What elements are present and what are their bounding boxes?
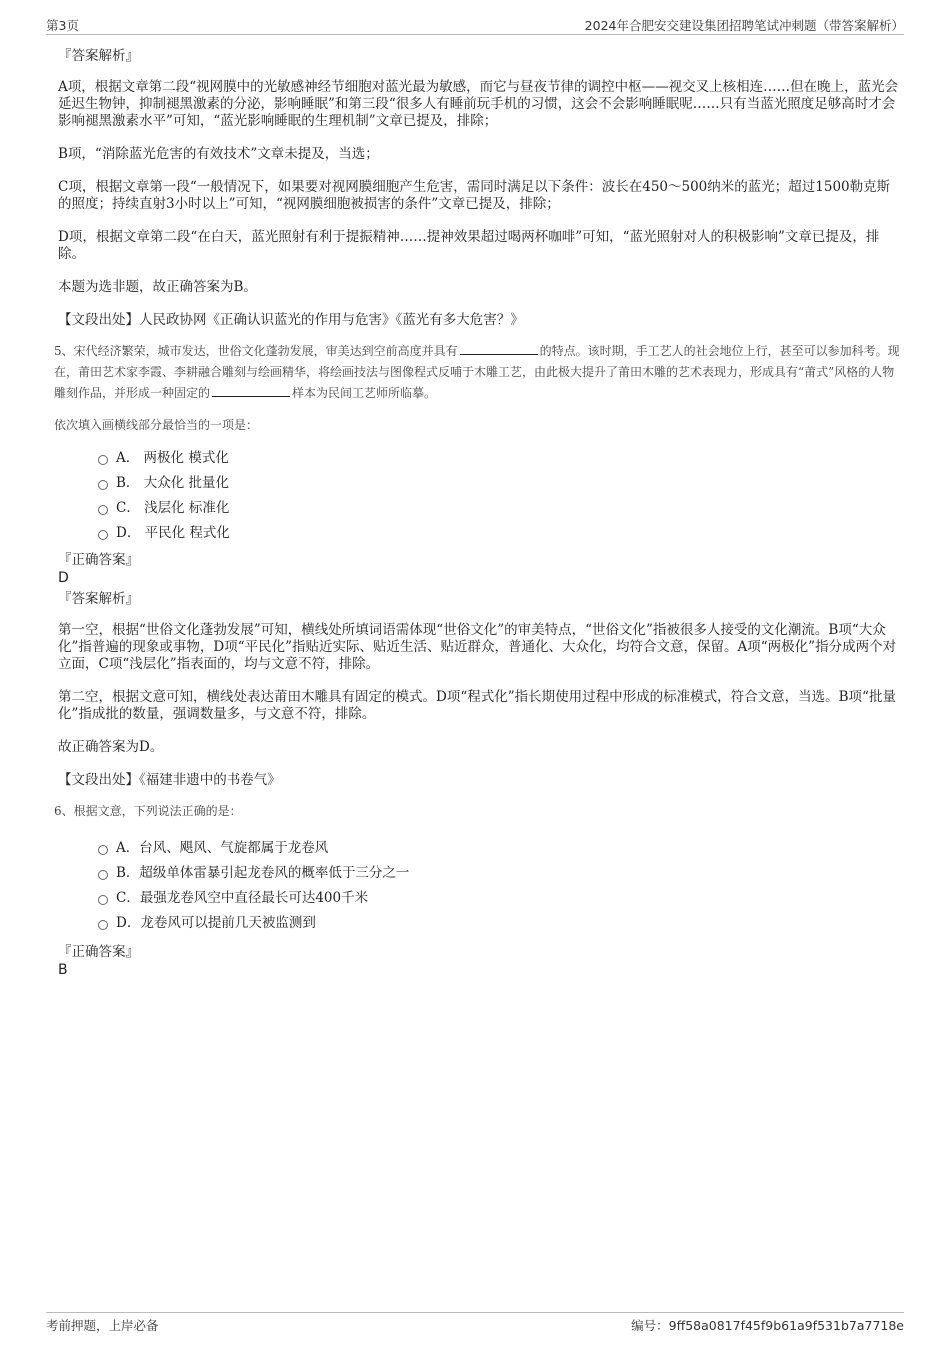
analysis-label: 『答案解析』: [58, 48, 139, 64]
analysis-paragraph-a: A项，根据文章第二段“视网膜中的光敏感神经节细胞对蓝光最为敏感，而它与昼夜节律的调控中枢——视交叉上核相连……但在晚上，蓝光会延迟生物钟，抑制褪黑激素的分泌，影响睡眠”和第三段“很多人有睡前玩手机的习惯，这会不会影响睡眠呢……只有当蓝光照度足够高时才会影响褪黑激素水平”可知，“蓝光影响睡眠的生理机制”文章已提及，排除；: [58, 79, 899, 129]
correct-answer-label: 『正确答案』: [58, 552, 139, 568]
analysis-conclusion: 故正确答案为D。: [58, 739, 164, 755]
correct-answer-label: 『正确答案』: [58, 944, 139, 960]
document-title: 2024年合肥安交建设集团招聘笔试冲刺题（带答案解析）: [584, 18, 904, 33]
question-5-stem: [54, 341, 900, 404]
source-citation: 【文段出处】《福建非遗中的书卷气》: [58, 772, 281, 788]
analysis-paragraph-d: D项，根据文章第二段“在白天，蓝光照射有利于提振精神……提神效果超过喝两杯咖啡”可知，“蓝光照射对人的积极影响”文章已提及，排除。: [58, 229, 880, 262]
correct-answer: B: [58, 962, 68, 978]
correct-answer: D: [58, 570, 69, 586]
option-c[interactable]: C．最强龙卷风空中直径最长可达400千米: [58, 886, 900, 911]
radio-icon[interactable]: [98, 895, 108, 905]
radio-icon[interactable]: [98, 505, 108, 515]
page-content: [54, 46, 900, 979]
page-header: [46, 14, 904, 35]
option-c[interactable]: C． 浅层化 标准化: [58, 496, 900, 521]
radio-icon[interactable]: [98, 920, 108, 930]
fill-blank-1: [460, 342, 538, 355]
fill-blank-2: [212, 384, 290, 397]
analysis-blank-1: 第一空，根据“世俗文化蓬勃发展”可知，横线处所填词语需体现“世俗文化”的审美特点，“世俗文化”指被很多人接受的文化潮流。B项“大众化”指普遍的现象或事物，D项“平民化”指贴近实际、贴近生活、贴近群众，普通化、大众化，均符合文意，保留。A项“两极化”指分成两个对立面，C项“浅层化”指表面的，均与文意不符，排除。: [58, 622, 897, 672]
radio-icon[interactable]: [98, 480, 108, 490]
radio-icon[interactable]: [98, 870, 108, 880]
option-a[interactable]: A．台风、飓风、气旋都属于龙卷风: [58, 836, 900, 861]
question-6-options: [58, 836, 900, 936]
analysis-blank-2: 第二空，根据文意可知，横线处表达莆田木雕具有固定的模式。D项“程式化”指长期使用过程中形成的标准模式，符合文意，当选。B项“批量化”指成批的数量，强调数量多，与文意不符，排除。: [58, 689, 896, 722]
option-b[interactable]: B．超级单体雷暴引起龙卷风的概率低于三分之一: [58, 861, 900, 886]
page-footer: [46, 1312, 904, 1335]
option-a[interactable]: A． 两极化 模式化: [58, 446, 900, 471]
question-5-stem-part3: 样本为民间工艺师所临摹。: [292, 386, 437, 400]
question-5-options: [58, 446, 900, 546]
analysis-paragraph-c: C项，根据文章第一段“一般情况下，如果要对视网膜细胞产生危害，需同时满足以下条件：波长在450～500纳米的蓝光；超过1500勒克斯的照度；持续直射3小时以上”可知，“视网膜细胞被损害的条件”文章已提及，排除；: [58, 179, 891, 212]
analysis-conclusion: 本题为选非题，故正确答案为B。: [58, 279, 257, 295]
document-code: 编号：9ff58a0817f45f9b61a9f531b7a7718e: [631, 1318, 904, 1333]
radio-icon[interactable]: [98, 455, 108, 465]
page-number: 第3页: [46, 18, 79, 33]
analysis-label: 『答案解析』: [58, 591, 139, 607]
analysis-paragraph-b: B项，“消除蓝光危害的有效技术”文章未提及，当选；: [58, 146, 379, 162]
question-5-stem-part2: 的特点。该时期，手工艺人的社会地位上行，甚至可以参加科考。现在，莆田艺术家李霞、李耕融合雕刻与绘画精华，将绘画技法与图像程式反哺于木雕工艺，由此极大提升了莆田木雕的艺术表现力，形成具有“莆式”风格的人物雕刻作品，并形成一种固定的: [54, 344, 900, 400]
option-b[interactable]: B． 大众化 批量化: [58, 471, 900, 496]
question-5-prompt: 依次填入画横线部分最恰当的一项是：: [54, 418, 259, 432]
radio-icon[interactable]: [98, 845, 108, 855]
option-d[interactable]: D．龙卷风可以提前几天被监测到: [58, 911, 900, 936]
question-5-stem-part1: 5、宋代经济繁荣，城市发达，世俗文化蓬勃发展，审美达到空前高度并具有: [54, 344, 458, 358]
question-6-stem: 6、根据文意，下列说法正确的是：: [54, 804, 242, 818]
footer-slogan: 考前押题，上岸必备: [46, 1318, 159, 1333]
option-d[interactable]: D． 平民化 程式化: [58, 521, 900, 546]
source-citation: 【文段出处】人民政协网《正确认识蓝光的作用与危害》《蓝光有多大危害？》: [58, 312, 524, 328]
radio-icon[interactable]: [98, 530, 108, 540]
